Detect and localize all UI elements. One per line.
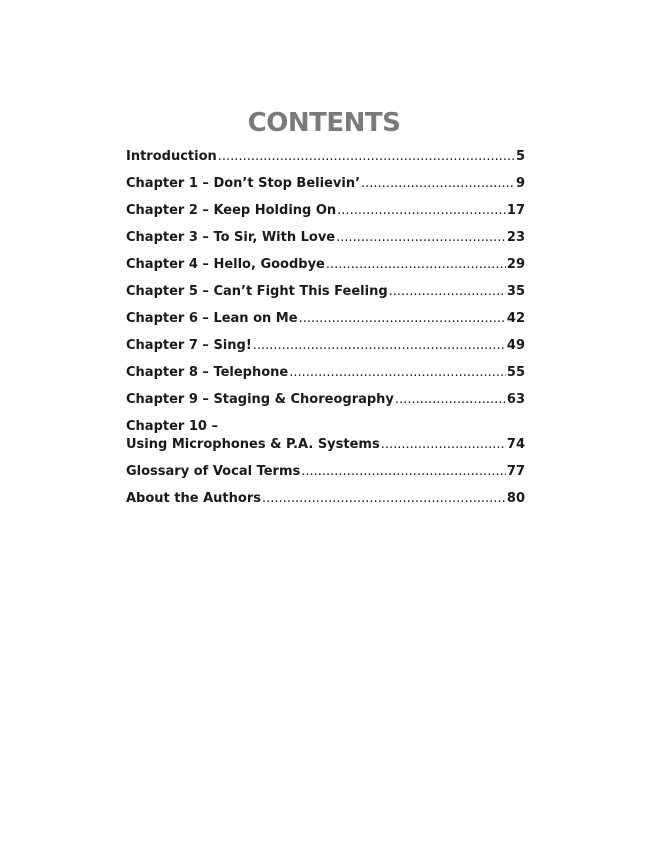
dot-leader bbox=[336, 229, 506, 247]
toc-entry-page: 63 bbox=[506, 392, 525, 407]
toc-entry-page: 5 bbox=[515, 149, 525, 164]
toc-entry-label: Chapter 2 – Keep Holding On bbox=[126, 203, 337, 218]
toc-entry-label: About the Authors bbox=[126, 491, 261, 506]
toc-entry-chapter-7 bbox=[126, 337, 525, 355]
toc-entry-label: Using Microphones & P.A. Systems bbox=[126, 437, 380, 452]
toc-entry-label: Chapter 4 – Hello, Goodbye bbox=[126, 257, 325, 272]
toc-entry-page: 77 bbox=[506, 464, 525, 479]
toc-entry-about-the-authors bbox=[126, 490, 525, 508]
toc-entry-label-line1: Chapter 10 – bbox=[126, 419, 218, 434]
dot-leader bbox=[361, 175, 515, 193]
toc-entry-chapter-2 bbox=[126, 202, 525, 220]
toc-entry-label: Chapter 6 – Lean on Me bbox=[126, 311, 298, 326]
dot-leader bbox=[395, 391, 506, 409]
toc-entry-introduction bbox=[126, 148, 525, 166]
dot-leader bbox=[326, 256, 506, 274]
toc-entry-page: 35 bbox=[506, 284, 525, 299]
toc-entry-page: 9 bbox=[515, 176, 525, 191]
toc-entry-chapter-6 bbox=[126, 310, 525, 328]
dot-leader bbox=[299, 310, 506, 328]
toc-entry-label: Introduction bbox=[126, 149, 217, 164]
dot-leader bbox=[218, 148, 515, 166]
page-title: CONTENTS bbox=[247, 108, 401, 138]
toc-entry-chapter-1 bbox=[126, 175, 525, 193]
toc-entry-page: 29 bbox=[506, 257, 525, 272]
dot-leader bbox=[337, 202, 506, 220]
toc-entry-label: Glossary of Vocal Terms bbox=[126, 464, 301, 479]
toc-entry-chapter-9 bbox=[126, 391, 525, 409]
dot-leader bbox=[389, 283, 506, 301]
toc-entry-chapter-3 bbox=[126, 229, 525, 247]
toc-entry-label: Chapter 7 – Sing! bbox=[126, 338, 252, 353]
toc-entry-label: Chapter 3 – To Sir, With Love bbox=[126, 230, 336, 245]
toc-entry-label: Chapter 8 – Telephone bbox=[126, 365, 289, 380]
toc-entry-page: 17 bbox=[506, 203, 525, 218]
dot-leader bbox=[253, 337, 506, 355]
toc-entry-chapter-5 bbox=[126, 283, 525, 301]
dot-leader bbox=[289, 364, 506, 382]
toc-entry-page: 23 bbox=[506, 230, 525, 245]
toc-entry-page: 74 bbox=[506, 437, 525, 452]
toc-entry-chapter-10 bbox=[126, 418, 525, 454]
toc-entry-label: Chapter 1 – Don’t Stop Believin’ bbox=[126, 176, 361, 191]
toc-entry-label: Chapter 5 – Can’t Fight This Feeling bbox=[126, 284, 388, 299]
dot-leader bbox=[301, 463, 506, 481]
toc-entry-page: 55 bbox=[506, 365, 525, 380]
toc-entry-page: 80 bbox=[506, 491, 525, 506]
toc-entry-chapter-8 bbox=[126, 364, 525, 382]
toc-entry-page: 42 bbox=[506, 311, 525, 326]
table-of-contents bbox=[126, 148, 525, 517]
dot-leader bbox=[381, 436, 506, 454]
toc-entry-page: 49 bbox=[506, 338, 525, 353]
toc-entry-label: Chapter 9 – Staging & Choreography bbox=[126, 392, 394, 407]
toc-entry-glossary bbox=[126, 463, 525, 481]
toc-entry-chapter-4 bbox=[126, 256, 525, 274]
dot-leader bbox=[262, 490, 506, 508]
